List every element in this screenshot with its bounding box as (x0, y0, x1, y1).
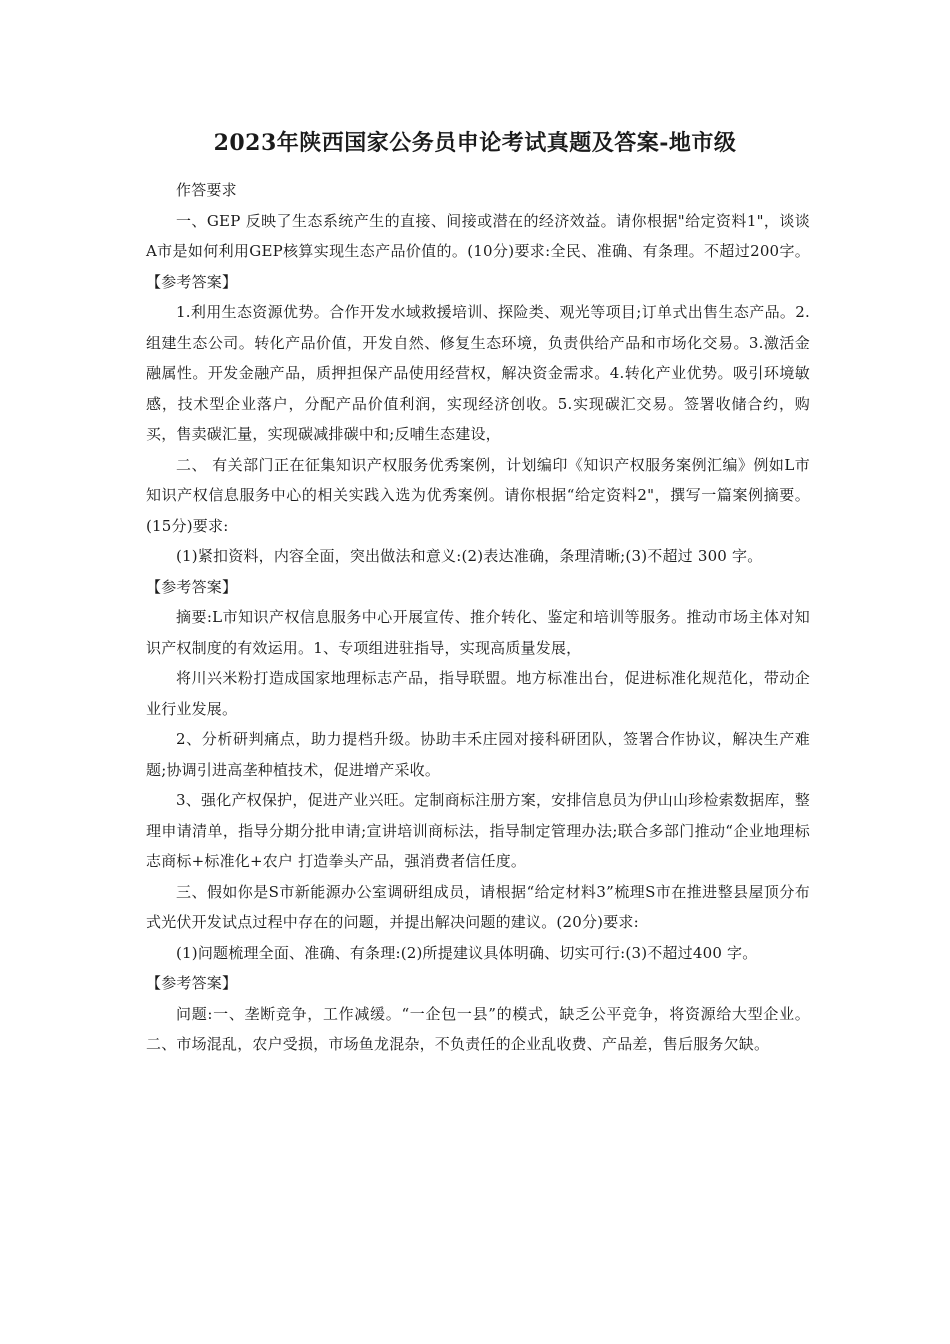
document-body (146, 175, 810, 1060)
paragraph: 摘要:L市知识产权信息服务中心开展宣传、推介转化、鉴定和培训等服务。推动市场主体对知识产权制度的有效运用。1、专项组进驻指导，实现高质量发展， (146, 608, 810, 657)
document-title: 2023年陕西国家公务员申论考试真题及答案-地市级 (213, 130, 737, 156)
paragraph: 3、强化产权保护，促进产业兴旺。定制商标注册方案，安排信息员为伊山山珍检索数据库，整理申请清单，指导分期分批申请;宣讲培训商标法，指导制定管理办法;联合多部门推动“企业地理标志商标+标准化+农户 打造拳头产品，强消费者信任度。 (146, 791, 810, 870)
paragraph: (1)紧扣资料，内容全面，突出做法和意义:(2)表达准确，条理清晰;(3)不超过 300 字。 (176, 547, 763, 565)
paragraph: 一、GEP 反映了生态系统产生的直接、间接或潜在的经济效益。请你根据"给定资料1"，谈谈A市是如何利用GEP核算实现生态产品价值的。(10分)要求:全民、准确、有条理。不超过200字。【参考答案】 (146, 211, 810, 291)
paragraph: 将川兴米粉打造成国家地理标志产品，指导联盟。地方标准出台，促进标准化规范化，带动企业行业发展。 (146, 669, 810, 718)
paragraph: 三、假如你是S市新能源办公室调研组成员，请根据“给定材料3”梳理S市在推进整县屋顶分布式光伏开发试点过程中存在的问题，并提出解决问题的建议。(20分)要求: (146, 882, 810, 931)
paragraph: 作答要求 (176, 181, 237, 199)
paragraph: 二、 有关部门正在征集知识产权服务优秀案例，计划编印《知识产权服务案例汇编》例如L市知识产权信息服务中心的相关实践入选为优秀案例。请你根据“给定资料2"，撰写一篇案例摘要。(15分)要求: (146, 455, 810, 535)
paragraph: 1.利用生态资源优势。合作开发水域救援培训、探险类、观光等项目;订单式出售生态产品。2.组建生态公司。转化产品价值，开发自然、修复生态环境，负责供给产品和市场化交易。3.激活金融属性。开发金融产品，质押担保产品使用经营权，解决资金需求。4.转化产业优势。吸引环境敏感，技术型企业落户，分配产品价值利润，实现经济创收。5.实现碳汇交易。签署收储合约，购买，售卖碳汇量，实现碳减排碳中和;反哺生态建设， (146, 303, 810, 443)
answer-heading: 【参考答案】 (146, 974, 238, 992)
answer-heading: 【参考答案】 (146, 577, 238, 596)
paragraph: 问题:一、垄断竞争，工作减缓。“一企包一县”的模式，缺乏公平竞争，将资源给大型企业。二、市场混乱，农户受损，市场鱼龙混杂，不负责任的企业乱收费、产品差，售后服务欠缺。 (146, 1004, 810, 1053)
paragraph: 2、分析研判痛点，助力提档升级。协助丰禾庄园对接科研团队，签署合作协议，解决生产难题;协调引进高垄种植技术，促进增产采收。 (146, 730, 810, 779)
paragraph: (1)问题梳理全面、准确、有条理:(2)所提建议具体明确、切实可行:(3)不超过400 字。 (176, 943, 758, 962)
